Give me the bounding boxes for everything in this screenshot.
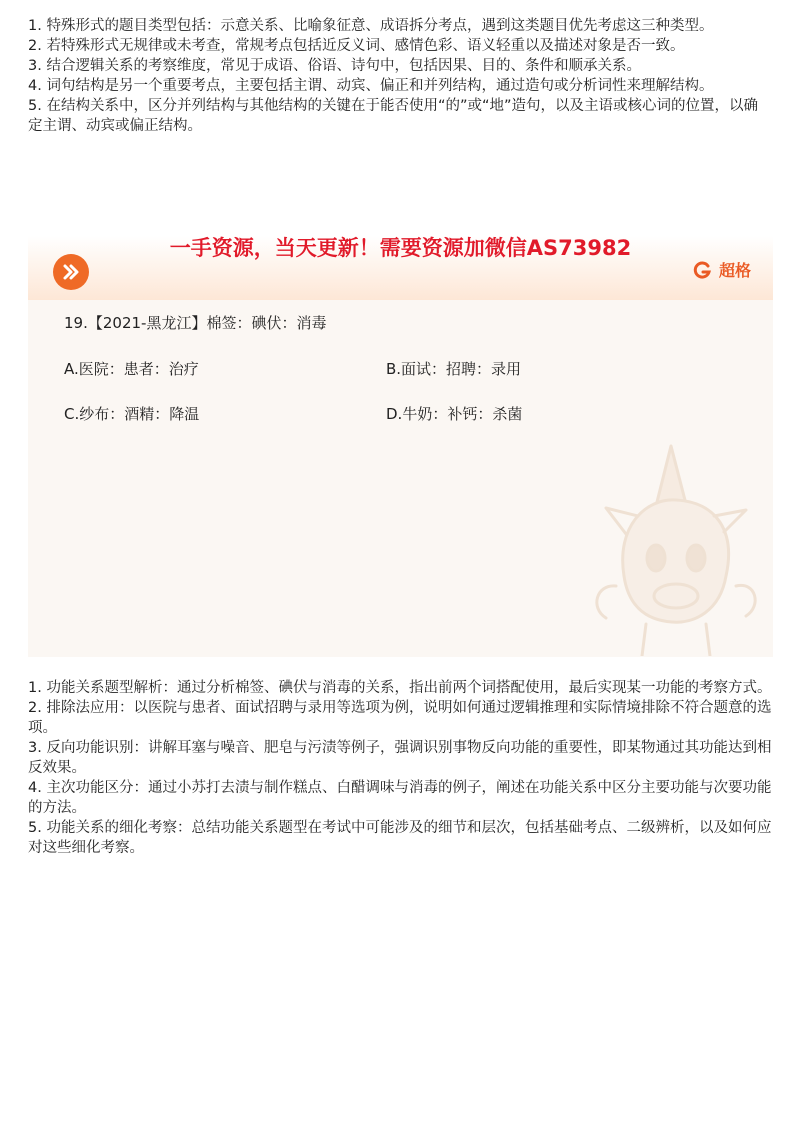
note-item: 2. 若特殊形式无规律或未考查，常规考点包括近反义词、感情色彩、语义轻重以及描述对象是否一致。	[28, 38, 685, 54]
brand-logo	[693, 258, 751, 281]
note-item: 5. 功能关系的细化考察：总结功能关系题型在考试中可能涉及的细节和层次，包括基础考点、二级辨析，以及如何应对这些细化考察。	[28, 820, 772, 856]
option-c: C.纱布：酒精：降温	[64, 405, 200, 423]
note-item: 2. 排除法应用：以医院与患者、面试招聘与录用等选项为例，说明如何通过逻辑推理和实际情境排除不符合题意的选项。	[28, 700, 772, 736]
option-b: B.面试：招聘：录用	[386, 360, 522, 378]
question-stem: 19.【2021-黑龙江】棉签：碘伏：消毒	[64, 314, 327, 332]
note-item: 1. 特殊形式的题目类型包括：示意关系、比喻象征意、成语拆分考点，遇到这类题目优先考虑这三种类型。	[28, 18, 714, 34]
brand-name: 超格	[718, 261, 751, 280]
note-item: 5. 在结构关系中，区分并列结构与其他结构的关键在于能否使用“的”或“地”造句，以及主语或核心词的位置，以确定主谓、动宾或偏正结构。	[28, 98, 758, 134]
option-a: A.医院：患者：治疗	[64, 360, 199, 378]
note-item: 4. 词句结构是另一个重要考点，主要包括主谓、动宾、偏正和并列结构，通过造句或分析词性来理解结构。	[28, 78, 714, 94]
note-item: 3. 结合逻辑关系的考察维度，常见于成语、俗语、诗句中，包括因果、目的、条件和顺承关系。	[28, 58, 641, 74]
resource-banner: 一手资源，当天更新！需要资源加微信AS73982	[169, 236, 632, 260]
option-d: D.牛奶：补钙：杀菌	[386, 405, 523, 423]
question-slide	[28, 236, 773, 657]
unicorn-mascot-watermark	[576, 436, 766, 656]
note-item: 1. 功能关系题型解析：通过分析棉签、碘伏与消毒的关系，指出前两个词搭配使用，最后实现某一功能的考察方式。	[28, 680, 772, 696]
summary-notes-top	[28, 16, 772, 136]
note-item: 3. 反向功能识别：讲解耳塞与噪音、肥皂与污渍等例子，强调识别事物反向功能的重要性，即某物通过其功能达到相反效果。	[28, 740, 772, 776]
chevron-double-right-icon	[53, 254, 89, 290]
summary-notes-bottom	[28, 678, 772, 858]
g-logo-icon	[693, 260, 713, 280]
note-item: 4. 主次功能区分：通过小苏打去渍与制作糕点、白醋调味与消毒的例子，阐述在功能关系中区分主要功能与次要功能的方法。	[28, 780, 772, 816]
